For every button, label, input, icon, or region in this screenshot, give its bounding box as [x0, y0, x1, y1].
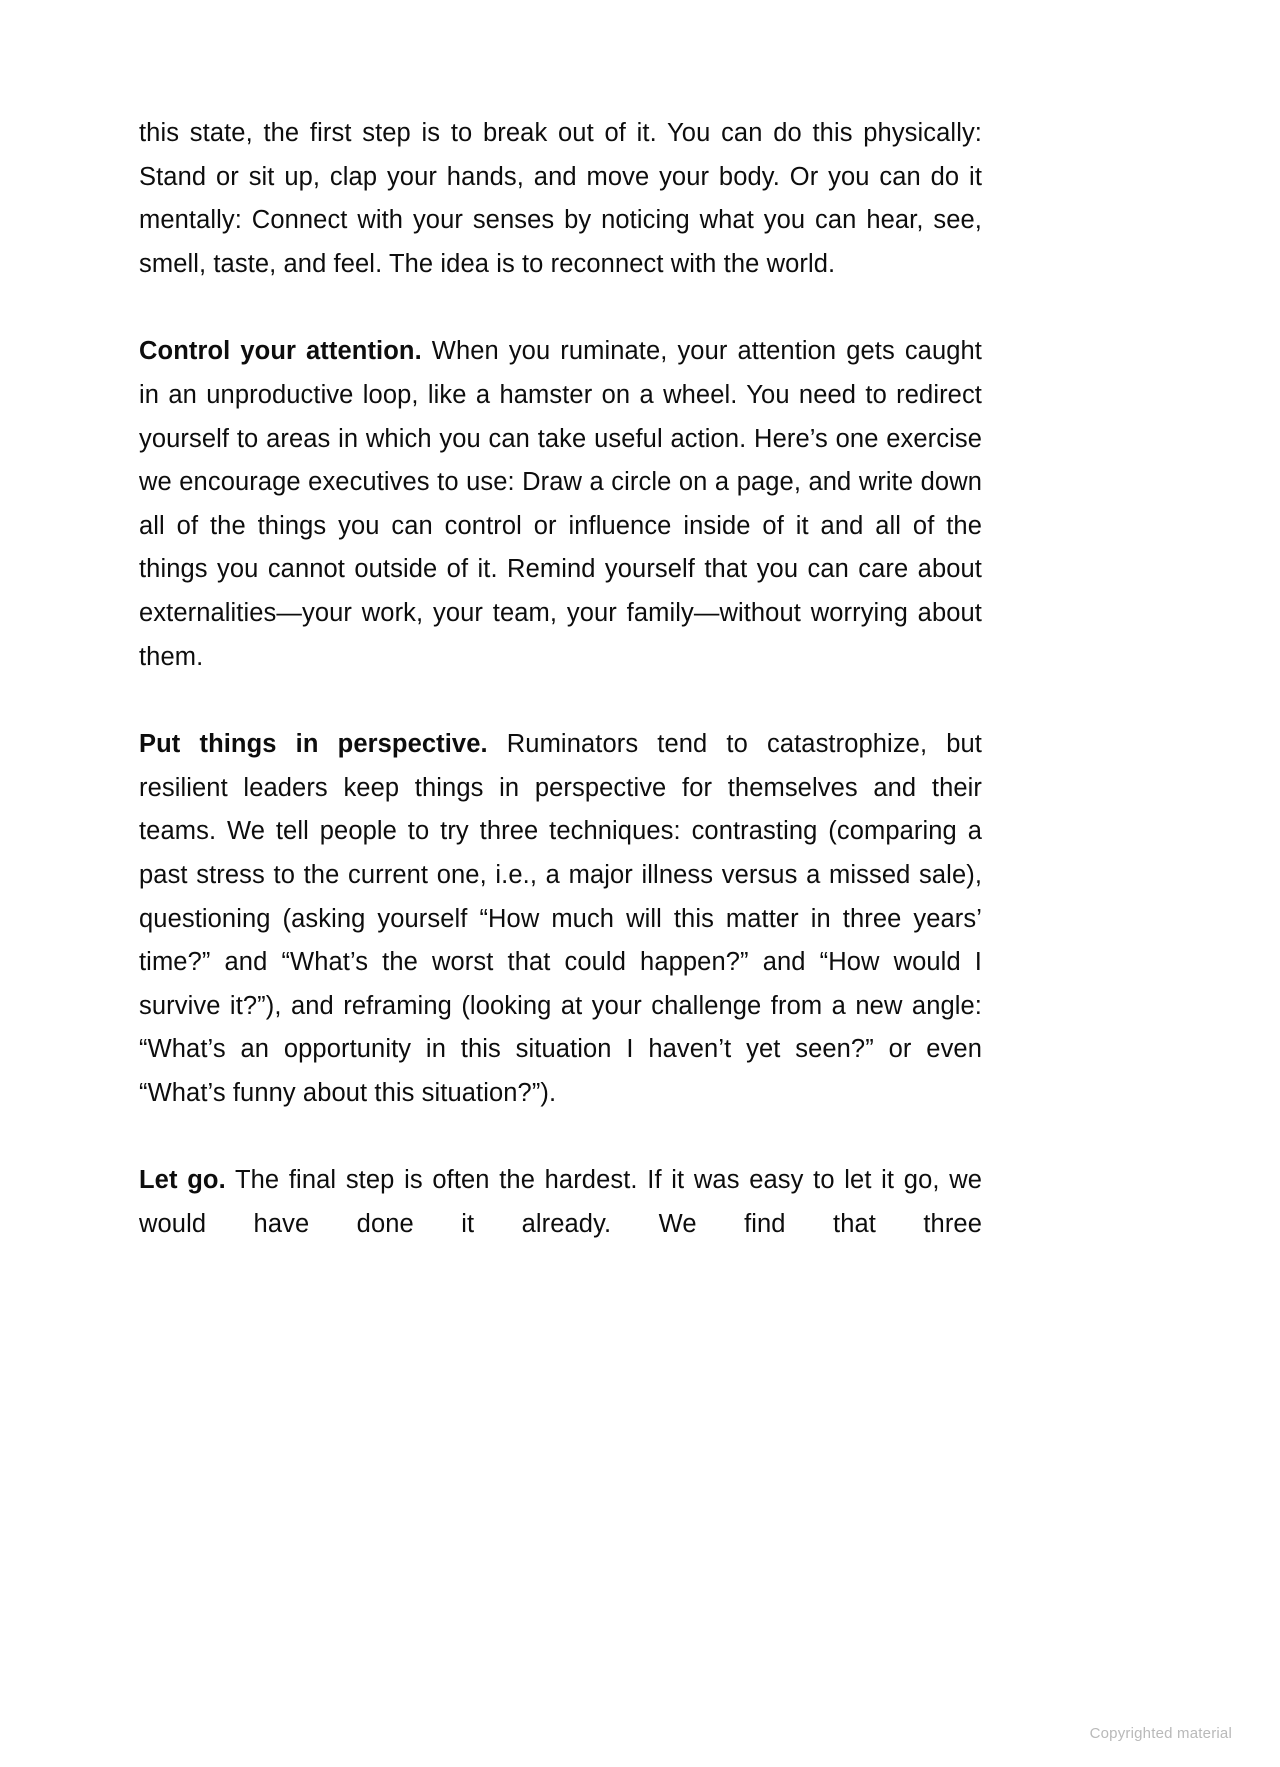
body-text-column: [139, 112, 982, 1247]
copyright-watermark: Copyrighted material: [1089, 1725, 1232, 1742]
paragraph-text: The final step is often the hardest. If it was easy to let it go, we would have done it already. We find that three: [139, 1166, 982, 1239]
paragraph-break-out: [139, 112, 982, 286]
paragraph-text: When you ruminate, your attention gets caught in an unproductive loop, like a hamster on a wheel. You need to redirect yourself to areas in which you can take useful action. Here’s one exercise we encourage executives to use: Draw a circle on a page, and write down all of the things you can control or influence inside of it and all of the things you cannot outside of it. Remind yourself that you can care about externalities—your work, your team, your family—without worrying about them.: [139, 337, 982, 671]
paragraph-text: this state, the first step is to break out of it. You can do this physically: Stand or sit up, clap your hands, and move your body. Or you can do it mentally: Connect with your senses by noticing what you can hear, see, smell, taste, and feel. The idea is to reconnect with the world.: [139, 119, 982, 278]
paragraph-let-go: [139, 1159, 982, 1246]
paragraph-text: Ruminators tend to catastrophize, but resilient leaders keep things in perspective for themselves and their teams. We tell people to try three techniques: contrasting (comparing a past stress to the current one, i.e., a major illness versus a missed sale), questioning (asking yourself “How much will this matter in three years’ time?” and “What’s the worst that could happen?” and “How would I survive it?”), and reframing (looking at your challenge from a new angle: “What’s an opportunity in this situation I haven’t yet seen?” or even “What’s funny about this situation?”).: [139, 730, 982, 1107]
paragraph-lead-in: Control your attention.: [139, 337, 422, 366]
paragraph-lead-in: Put things in perspective.: [139, 730, 488, 759]
paragraph-control-your-attention: [139, 330, 982, 679]
paragraph-put-things-in-perspective: [139, 723, 982, 1115]
paragraph-lead-in: Let go.: [139, 1166, 226, 1195]
